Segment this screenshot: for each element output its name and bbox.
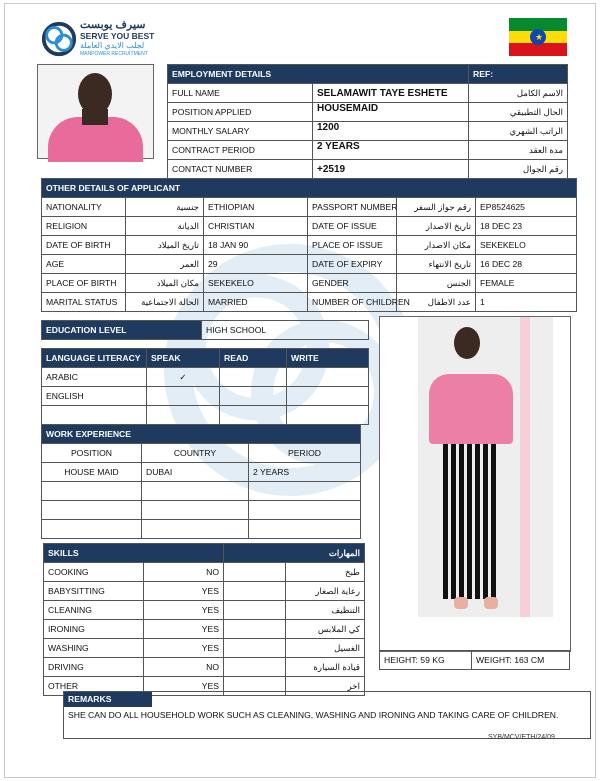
body-measurements-table xyxy=(379,650,570,670)
place-of-issue-value: SEKEKELO xyxy=(476,236,577,255)
skill-value: YES xyxy=(144,601,224,620)
language-read xyxy=(220,368,287,387)
marital-status-value: MARRIED xyxy=(204,293,308,312)
remarks-text: SHE CAN DO ALL HOUSEHOLD WORK SUCH AS CLEANING, WASHING AND IRONING AND TAKING CARE OF CHILDREN. xyxy=(68,710,559,720)
other-details-table xyxy=(41,178,577,312)
passport-number-arabic: رقم جواز السفر xyxy=(397,198,476,217)
language-table xyxy=(41,348,369,425)
gender-value: FEMALE xyxy=(476,274,577,293)
table-row xyxy=(44,582,365,601)
place-of-issue-label: PLACE OF ISSUE xyxy=(308,236,397,255)
date-of-expiry-arabic: تاريخ الانتهاء xyxy=(397,255,476,274)
passport-number-value: EP8524625 xyxy=(476,198,577,217)
number-of-children-arabic: عدد الاطفال xyxy=(397,293,476,312)
weight-value: WEIGHT: 163 CM xyxy=(472,651,570,670)
place-of-birth-value: SEKEKELO xyxy=(204,274,308,293)
table-row xyxy=(42,198,577,217)
write-header: WRITE xyxy=(287,349,369,368)
contract-period-value: 2 YEARS xyxy=(313,141,469,160)
contact-number-value: +2519 xyxy=(313,160,469,179)
skill-value: YES xyxy=(144,620,224,639)
contact-number-label: CONTACT NUMBER xyxy=(168,160,313,179)
monthly-salary-arabic: الراتب الشهري xyxy=(469,122,568,141)
skill-arabic: الغسيل xyxy=(286,639,365,658)
table-row xyxy=(42,387,369,406)
language-read xyxy=(220,387,287,406)
number-of-children-label: NUMBER OF CHILDREN xyxy=(308,293,397,312)
skills-header-arabic: المهارات xyxy=(224,544,365,563)
full-name-value: SELAMAWIT TAYE ESHETE xyxy=(313,84,469,103)
employment-details-table xyxy=(167,64,568,179)
skill-value: YES xyxy=(144,639,224,658)
position-applied-label: POSITION APPLIED xyxy=(168,103,313,122)
height-value: HEIGHT: 59 KG xyxy=(380,651,472,670)
work-experience-table xyxy=(41,424,361,539)
place-of-issue-arabic: مكان الاصدار xyxy=(397,236,476,255)
period-column-header: PERIOD xyxy=(249,444,361,463)
religion-value: CHRISTIAN xyxy=(204,217,308,236)
skill-arabic: طبخ xyxy=(286,563,365,582)
ref-label: REF: xyxy=(469,65,568,84)
table-row xyxy=(44,601,365,620)
ethiopia-flag-icon: ★ xyxy=(509,18,567,56)
nationality-value: ETHIOPIAN xyxy=(204,198,308,217)
applicant-full-body-photo xyxy=(379,316,571,652)
contract-period-label: CONTRACT PERIOD xyxy=(168,141,313,160)
table-row xyxy=(44,639,365,658)
nationality-arabic: جنسية xyxy=(126,198,204,217)
skill-label: OTHER xyxy=(44,677,144,696)
date-of-birth-value: 18 JAN 90 xyxy=(204,236,308,255)
other-details-header: OTHER DETAILS OF APPLICANT xyxy=(42,179,577,198)
gender-label: GENDER xyxy=(308,274,397,293)
table-row xyxy=(44,658,365,677)
age-value: 29 xyxy=(204,255,308,274)
position-applied-arabic: الحال التطبيقي xyxy=(469,103,568,122)
language-write xyxy=(287,368,369,387)
company-logo xyxy=(40,18,160,60)
education-level-label: EDUCATION LEVEL xyxy=(42,321,202,340)
applicant-face-photo xyxy=(37,64,154,159)
work-experience-header: WORK EXPERIENCE xyxy=(42,425,361,444)
skill-label: BABYSITTING xyxy=(44,582,144,601)
date-of-issue-arabic: تاريخ الاصدار xyxy=(397,217,476,236)
work-period: 2 YEARS xyxy=(249,463,361,482)
position-applied-value: HOUSEMAID xyxy=(313,103,469,122)
nationality-label: NATIONALITY xyxy=(42,198,126,217)
remarks-section xyxy=(63,691,591,739)
religion-label: RELIGION xyxy=(42,217,126,236)
skill-arabic: اخر xyxy=(286,677,365,696)
contact-number-arabic: رقم الجوال xyxy=(469,160,568,179)
table-row xyxy=(44,620,365,639)
date-of-issue-label: DATE OF ISSUE xyxy=(308,217,397,236)
remarks-header: REMARKS xyxy=(64,692,152,707)
date-of-expiry-value: 16 DEC 28 xyxy=(476,255,577,274)
number-of-children-value: 1 xyxy=(476,293,577,312)
skill-value: NO xyxy=(144,563,224,582)
employment-details-header: EMPLOYMENT DETAILS xyxy=(168,65,469,84)
religion-arabic: الديانة xyxy=(126,217,204,236)
age-label: AGE xyxy=(42,255,126,274)
table-row xyxy=(42,463,361,482)
skill-value: NO xyxy=(144,658,224,677)
skill-label: WASHING xyxy=(44,639,144,658)
marital-status-arabic: الحالة الاجتماعية xyxy=(126,293,204,312)
skill-arabic: التنظيف xyxy=(286,601,365,620)
skill-label: DRIVING xyxy=(44,658,144,677)
full-name-label: FULL NAME xyxy=(168,84,313,103)
language-speak xyxy=(147,387,220,406)
table-row xyxy=(42,255,577,274)
skill-label: CLEANING xyxy=(44,601,144,620)
language-write xyxy=(287,387,369,406)
logo-icon xyxy=(40,20,78,58)
speak-header: SPEAK xyxy=(147,349,220,368)
date-of-expiry-label: DATE OF EXPIRY xyxy=(308,255,397,274)
education-table xyxy=(41,320,369,340)
education-level-value: HIGH SCHOOL xyxy=(202,321,369,340)
country-column-header: COUNTRY xyxy=(142,444,249,463)
read-header: READ xyxy=(220,349,287,368)
skill-label: IRONING xyxy=(44,620,144,639)
skill-arabic: كي الملابس xyxy=(286,620,365,639)
date-of-issue-value: 18 DEC 23 xyxy=(476,217,577,236)
table-row xyxy=(42,520,361,539)
full-name-arabic: الاسم الكامل xyxy=(469,84,568,103)
table-row xyxy=(42,368,369,387)
table-row xyxy=(42,501,361,520)
logo-subtext: MANPOWER RECRUITMENT xyxy=(80,51,148,57)
logo-arabic-text: سيرف يوبست xyxy=(80,19,146,31)
work-country: DUBAI xyxy=(142,463,249,482)
logo-name-text: SERVE YOU BEST xyxy=(80,31,155,41)
table-row xyxy=(44,563,365,582)
work-position: HOUSE MAID xyxy=(42,463,142,482)
date-of-birth-arabic: تاريخ الميلاد xyxy=(126,236,204,255)
skills-header: SKILLS xyxy=(44,544,224,563)
language-name: ENGLISH xyxy=(42,387,147,406)
language-name: ARABIC xyxy=(42,368,147,387)
table-row xyxy=(42,482,361,501)
place-of-birth-label: PLACE OF BIRTH xyxy=(42,274,126,293)
date-of-birth-label: DATE OF BIRTH xyxy=(42,236,126,255)
table-row xyxy=(42,274,577,293)
skill-value: YES xyxy=(144,677,224,696)
skill-arabic: رعاية الصغار xyxy=(286,582,365,601)
marital-status-label: MARITAL STATUS xyxy=(42,293,126,312)
logo-arabic-subtext: لجلب الايدي العاملة xyxy=(80,41,145,50)
skills-table xyxy=(43,543,365,696)
table-row xyxy=(42,293,577,312)
skill-arabic: قيادة السيارة xyxy=(286,658,365,677)
check-icon: ✓ xyxy=(147,368,220,387)
footer-code: SYB/MCV/ETH/24/09 xyxy=(488,734,555,741)
contract-period-arabic: مدة العقد xyxy=(469,141,568,160)
monthly-salary-value: 1200 xyxy=(313,122,469,141)
passport-number-label: PASSPORT NUMBER xyxy=(308,198,397,217)
table-row xyxy=(42,217,577,236)
skill-label: COOKING xyxy=(44,563,144,582)
place-of-birth-arabic: مكان الميلاد xyxy=(126,274,204,293)
gender-arabic: الجنس xyxy=(397,274,476,293)
language-literacy-header: LANGUAGE LITERACY xyxy=(42,349,147,368)
skill-value: YES xyxy=(144,582,224,601)
monthly-salary-label: MONTHLY SALARY xyxy=(168,122,313,141)
position-column-header: POSITION xyxy=(42,444,142,463)
age-arabic: العمر xyxy=(126,255,204,274)
table-row xyxy=(42,236,577,255)
table-row xyxy=(42,406,369,425)
